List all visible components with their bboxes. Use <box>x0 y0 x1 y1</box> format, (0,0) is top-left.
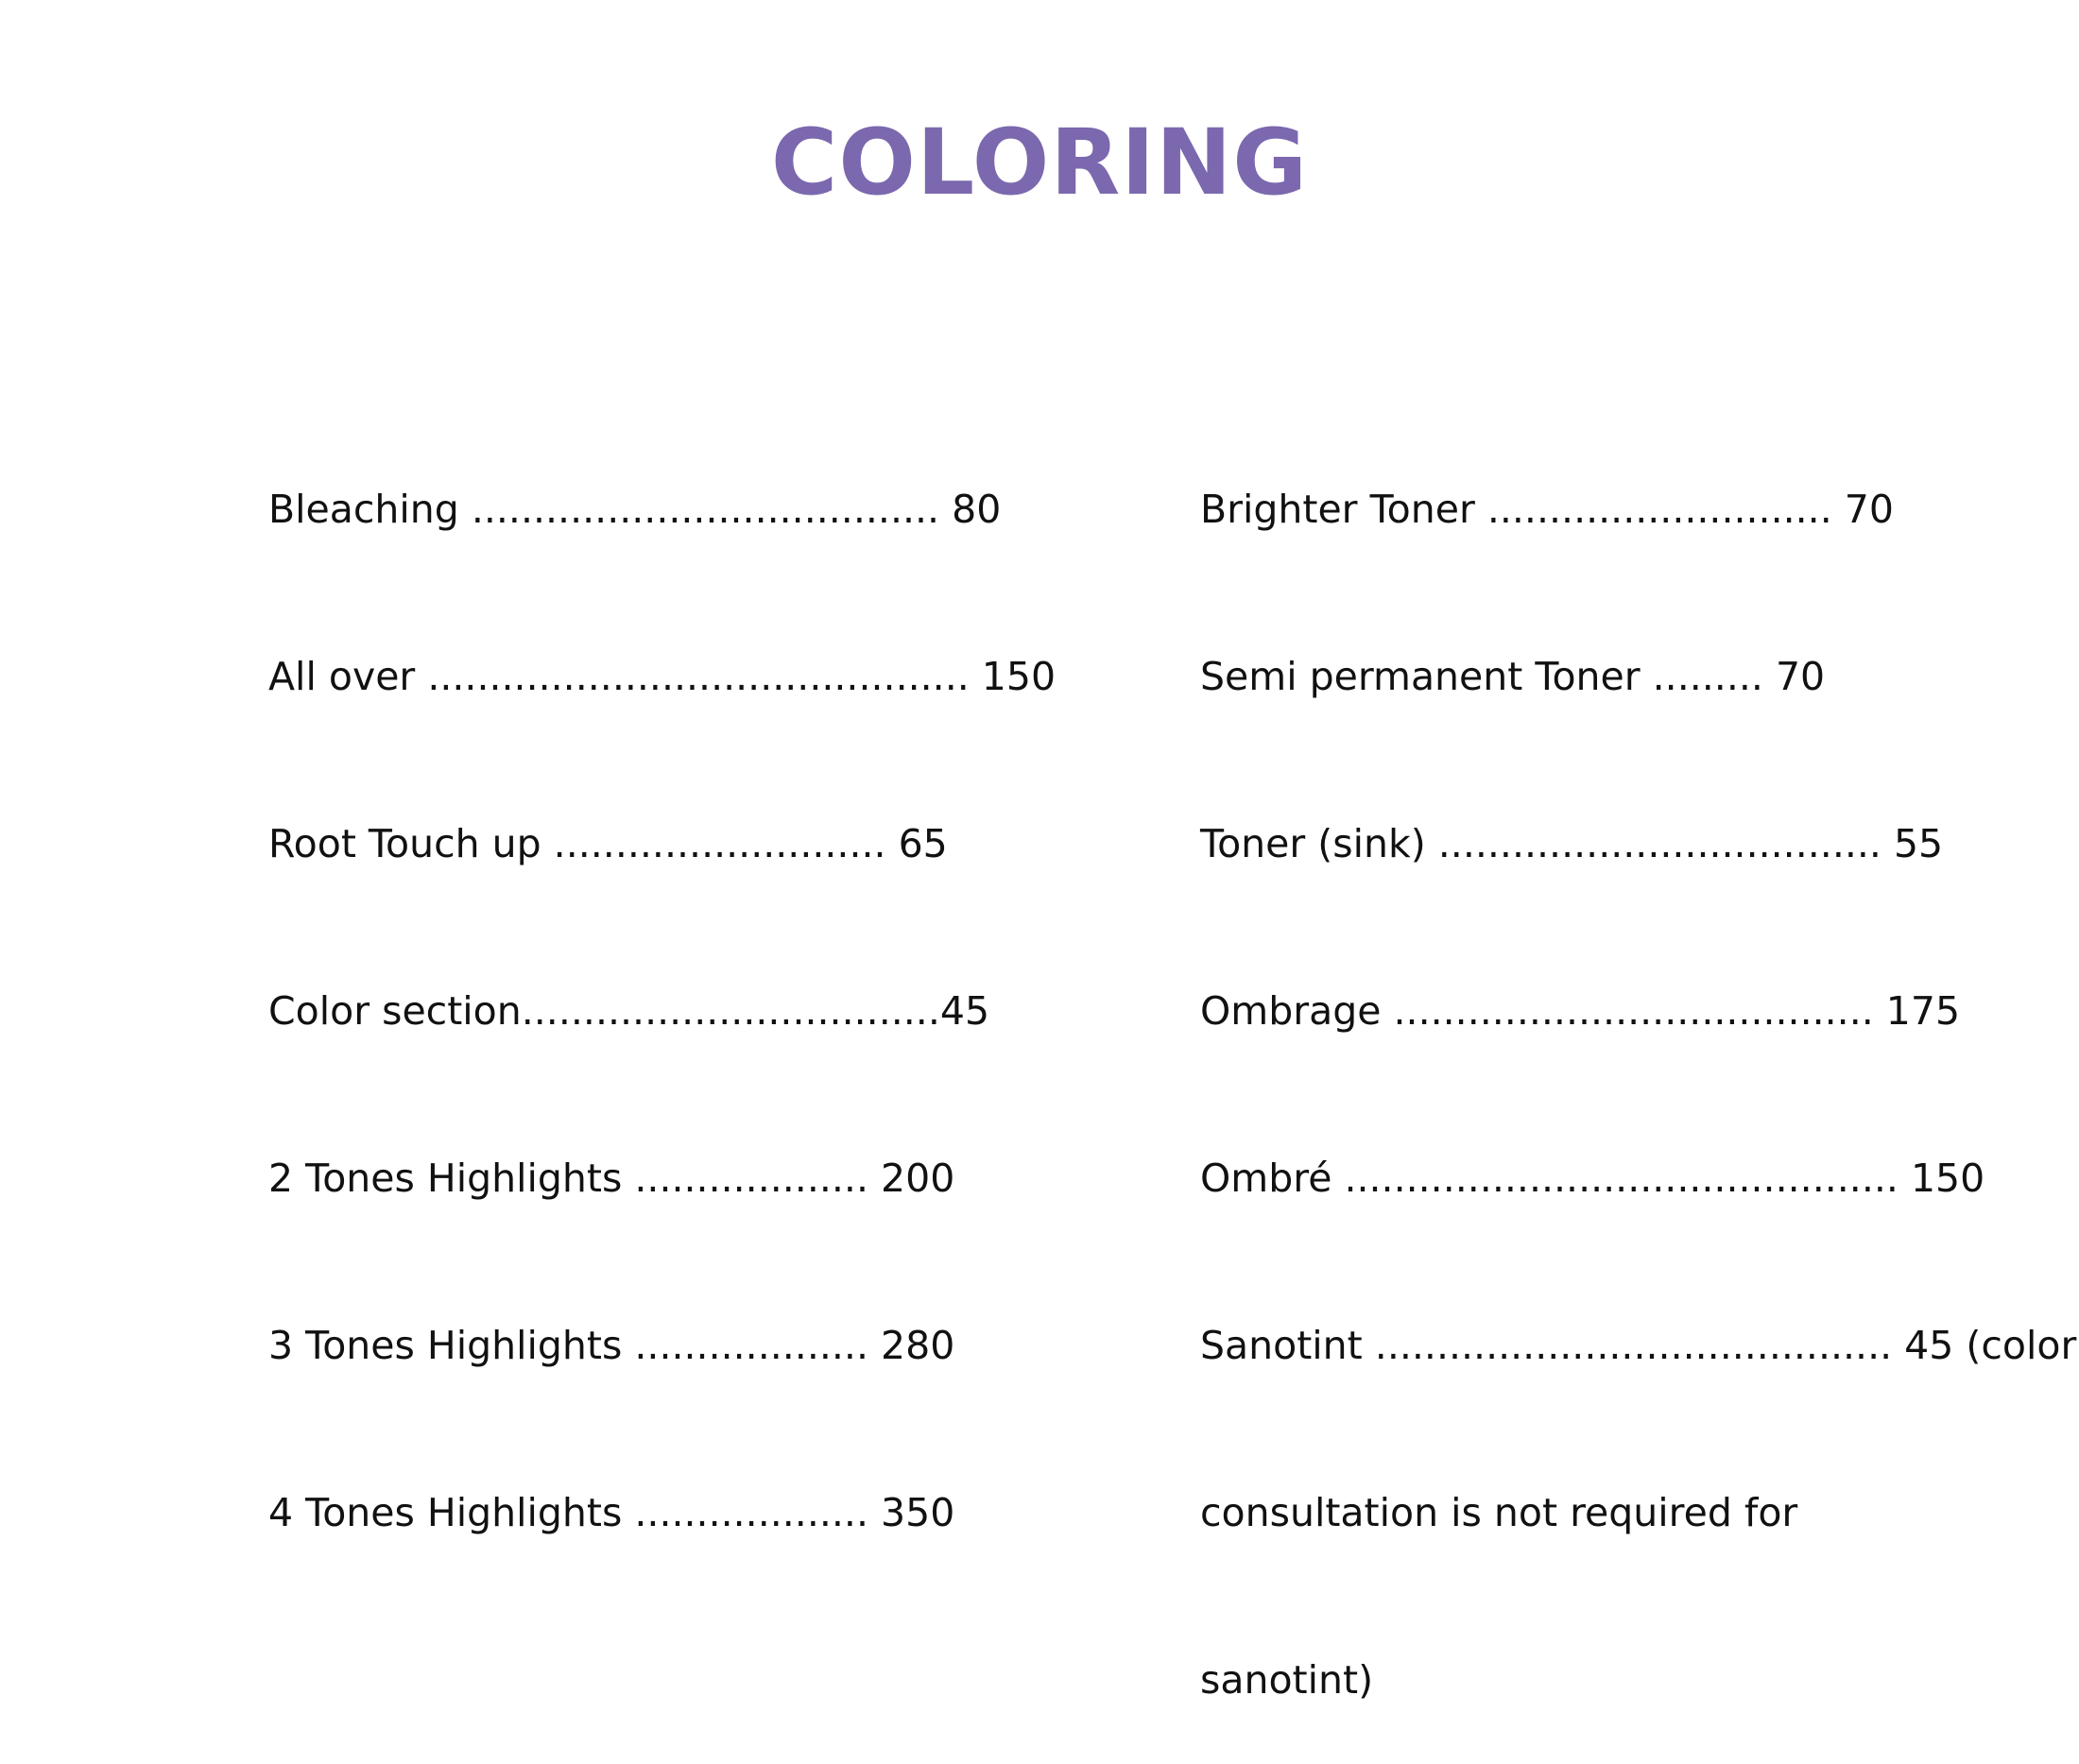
price-item-3-tones-highlights: 3 Tones Highlights ................... 280 <box>268 1323 955 1368</box>
price-item-all-over: All over ............................................ 150 <box>268 654 1057 699</box>
price-item-ombrage: Ombrage ....................................... 175 <box>1200 988 1961 1034</box>
sanotint-note-line-2: sanotint) <box>1200 1657 1374 1703</box>
price-item-2-tones-highlights: 2 Tones Highlights ................... 200 <box>268 1156 955 1201</box>
sanotint-note-line-1: consultation is not required for <box>1200 1490 1798 1535</box>
price-item-bleaching: Bleaching ...................................... 80 <box>268 487 1002 532</box>
page-title: COLORING <box>770 110 1309 215</box>
price-item-sanotint: Sanotint .......................................... 45 (color <box>1200 1323 2077 1368</box>
price-item-4-tones-highlights: 4 Tones Highlights ................... 350 <box>268 1490 955 1535</box>
price-list-left <box>268 370 1057 1597</box>
price-item-ombre: Ombré ............................................. 150 <box>1200 1156 1985 1201</box>
price-item-semi-permanent-toner: Semi permanent Toner ......... 70 <box>1200 654 1826 699</box>
price-item-root-touch-up: Root Touch up ........................... 65 <box>268 821 948 866</box>
price-item-toner-sink: Toner (sink) .................................... 55 <box>1200 821 1944 866</box>
price-item-color-section: Color section..................................45 <box>268 988 990 1034</box>
price-list-right <box>1200 370 2077 1764</box>
price-item-brighter-toner: Brighter Toner ............................ 70 <box>1200 487 1894 532</box>
